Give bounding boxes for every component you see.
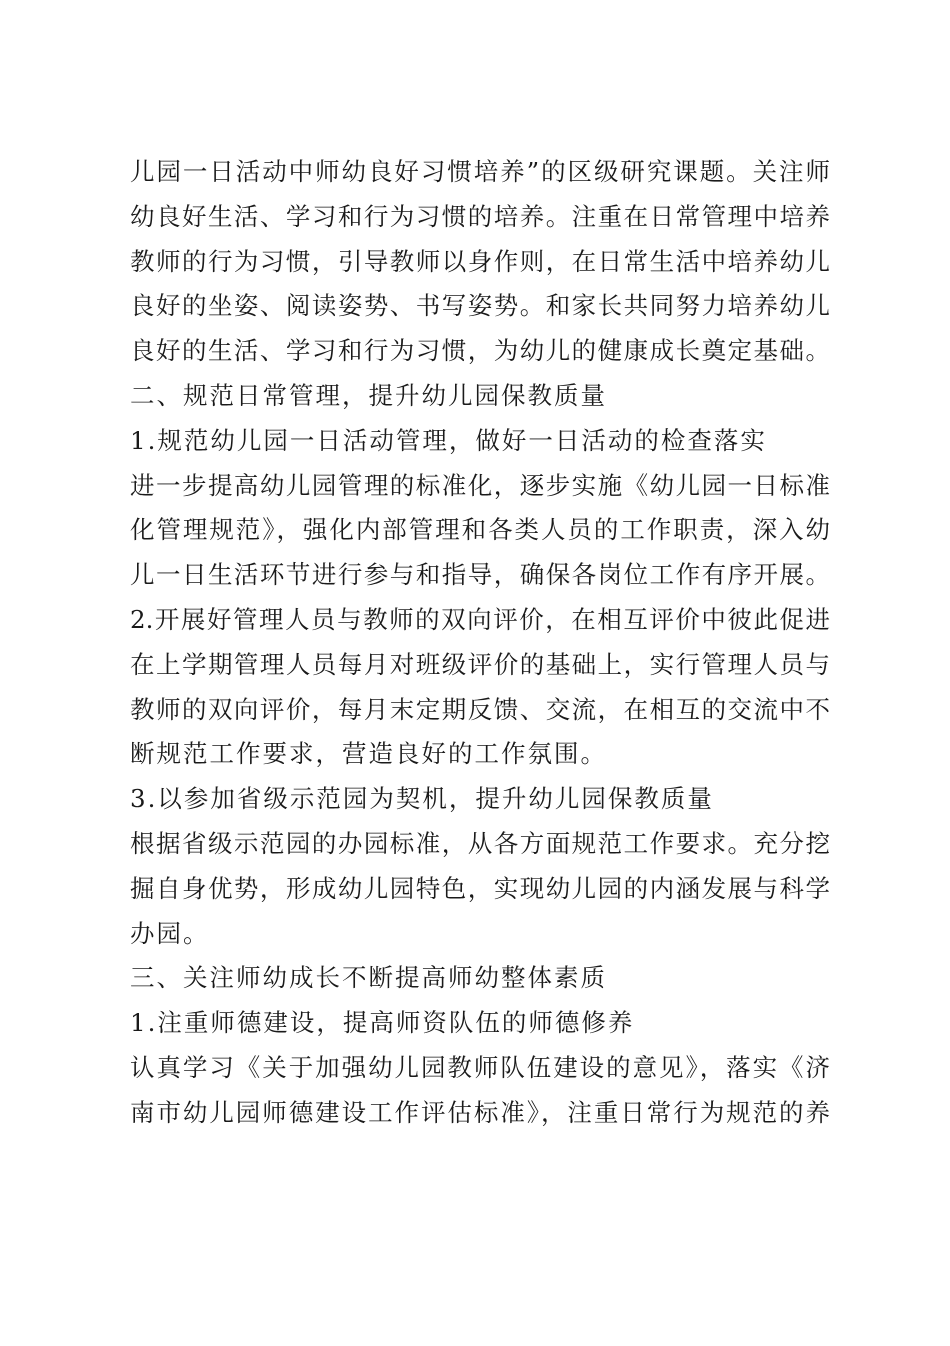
text-line: 断规范工作要求，营造良好的工作氛围。 (130, 739, 607, 769)
text-line: 教师的双向评价，每月末定期反馈、交流，在相互的交流中不 (130, 694, 830, 724)
text-line: 进一步提高幼儿园管理的标准化，逐步实施《幼儿园一日标准 (130, 470, 830, 500)
text-line: 二、规范日常管理，提升幼儿园保教质量 (130, 380, 607, 410)
text-line: 1.注重师德建设，提高师资队伍的师德修养 (130, 1008, 635, 1038)
text-line: 在上学期管理人员每月对班级评价的基础上，实行管理人员与 (130, 649, 830, 679)
text-line: 三、关注师幼成长不断提高师幼整体素质 (130, 963, 607, 993)
text-line: 教师的行为习惯，引导教师以身作则，在日常生活中培养幼儿 (130, 246, 830, 276)
text-line: 办园。 (130, 918, 210, 948)
text-line: 1.规范幼儿园一日活动管理，做好一日活动的检查落实 (130, 425, 767, 455)
text-line: 2.开展好管理人员与教师的双向评价，在相互评价中彼此促进 (130, 604, 830, 634)
document-body (130, 150, 830, 1136)
text-line: 化管理规范》，强化内部管理和各类人员的工作职责，深入幼 (130, 515, 830, 545)
text-line: 儿园一日活动中师幼良好习惯培养”的区级研究课题。关注师 (130, 157, 830, 186)
text-line: 认真学习《关于加强幼儿园教师队伍建设的意见》，落实《济 (130, 1052, 830, 1082)
text-line: 根据省级示范园的办园标准，从各方面规范工作要求。充分挖 (130, 828, 830, 858)
text-line: 掘自身优势，形成幼儿园特色，实现幼儿园的内涵发展与科学 (130, 873, 830, 903)
text-line: 儿一日生活环节进行参与和指导，确保各岗位工作有序开展。 (130, 560, 830, 590)
text-line: 良好的生活、学习和行为习惯，为幼儿的健康成长奠定基础。 (130, 336, 830, 366)
text-line: 幼良好生活、学习和行为习惯的培养。注重在日常管理中培养 (130, 201, 830, 231)
text-line: 良好的坐姿、阅读姿势、书写姿势。和家长共同努力培养幼儿 (130, 291, 830, 321)
text-line: 3.以参加省级示范园为契机，提升幼儿园保教质量 (130, 784, 714, 814)
text-line: 南市幼儿园师德建设工作评估标准》，注重日常行为规范的养 (130, 1097, 830, 1127)
